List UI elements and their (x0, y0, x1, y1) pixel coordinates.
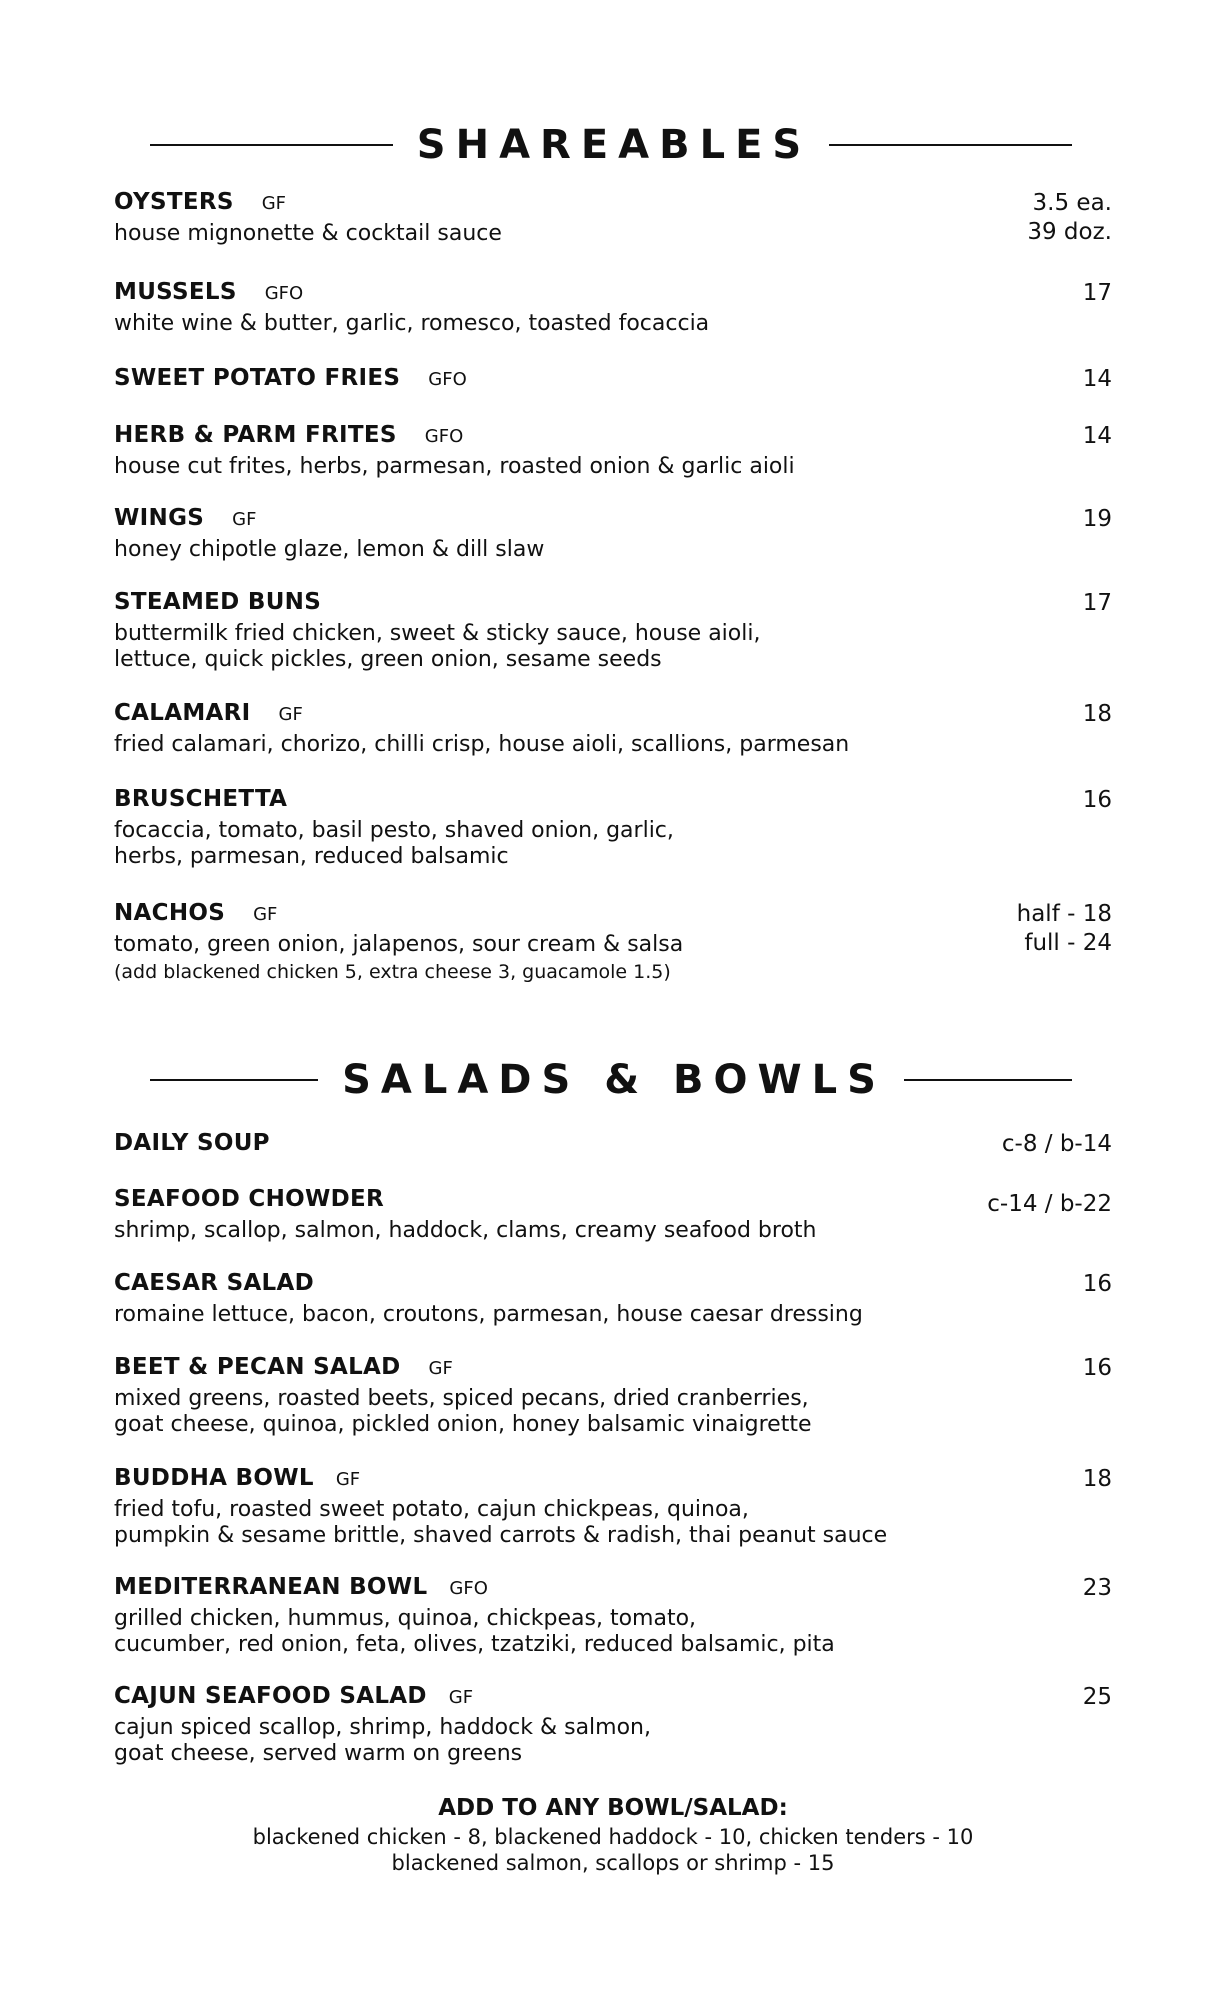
diet-tag: GF (253, 904, 278, 925)
menu-item-steamed-buns (114, 589, 1112, 673)
item-name: BEET & PECAN SALAD (114, 1354, 401, 1380)
item-name: SWEET POTATO FRIES (114, 365, 401, 391)
item-price: 18 (1082, 701, 1112, 727)
item-description: tomato, green onion, jalapenos, sour cream & salsa (114, 932, 684, 957)
item-name: STEAMED BUNS (114, 589, 322, 615)
item-description: house cut frites, herbs, parmesan, roasted onion & garlic aioli (114, 454, 795, 479)
section-title: SHAREABLES (416, 122, 812, 168)
item-description: honey chipotle glaze, lemon & dill slaw (114, 537, 545, 562)
menu-item-nachos (114, 900, 1112, 986)
diet-tag: GFO (428, 369, 467, 390)
item-name: SEAFOOD CHOWDER (114, 1186, 385, 1212)
item-price: 3.5 ea. 39 doz. (1027, 190, 1112, 245)
addon-line: blackened salmon, scallops or shrimp - 15 (391, 1851, 835, 1875)
item-description: house mignonette & cocktail sauce (114, 221, 502, 246)
item-price: 17 (1082, 590, 1112, 616)
item-price: 25 (1082, 1684, 1112, 1710)
item-price: 23 (1082, 1575, 1112, 1601)
addon-heading: ADD TO ANY BOWL/SALAD: (438, 1795, 788, 1821)
menu-item-herb-parm-frites (114, 422, 1112, 480)
diet-tag: GF (335, 1469, 361, 1490)
item-name: CAESAR SALAD (114, 1270, 314, 1296)
diet-tag: GF (232, 509, 257, 530)
item-description: focaccia, tomato, basil pesto, shaved onion, garlic, herbs, parmesan, reduced balsamic (114, 818, 674, 869)
menu-item-mussels (114, 279, 1112, 337)
menu-item-oysters (114, 189, 1112, 247)
item-description: grilled chicken, hummus, quinoa, chickpeas, tomato, cucumber, red onion, feta, olives, tzatziki, reduced balsamic, pita (114, 1606, 835, 1657)
item-price: 18 (1082, 1466, 1112, 1492)
salads-header (150, 1050, 1072, 1110)
diet-tag: GFO (264, 283, 304, 304)
item-description: mixed greens, roasted beets, spiced pecans, dried cranberries, goat cheese, quinoa, pickled onion, honey balsamic vinaigrette (114, 1386, 812, 1437)
item-description: buttermilk fried chicken, sweet & sticky sauce, house aioli, lettuce, quick pickles, green onion, sesame seeds (114, 621, 761, 672)
menu-item-bruschetta (114, 786, 1112, 870)
item-price: 14 (1082, 423, 1112, 449)
menu-item-seafood-chowder (114, 1186, 1112, 1244)
item-name: BRUSCHETTA (114, 786, 288, 812)
item-description: cajun spiced scallop, shrimp, haddock & salmon, goat cheese, served warm on greens (114, 1715, 651, 1766)
item-name: OYSTERS (114, 189, 234, 215)
item-name: MEDITERRANEAN BOWL (114, 1574, 428, 1600)
menu-item-cajun-seafood-salad (114, 1683, 1112, 1767)
menu-item-mediterranean-bowl (114, 1574, 1112, 1658)
header-rule-right (904, 1079, 1072, 1081)
item-price: c-14 / b-22 (987, 1191, 1112, 1217)
diet-tag: GF (448, 1687, 474, 1708)
menu-item-caesar-salad (114, 1270, 1112, 1328)
add-to-bowl-section (114, 1792, 1112, 1876)
item-name: NACHOS (114, 900, 226, 926)
diet-tag: GF (428, 1358, 453, 1379)
item-price: 19 (1082, 506, 1112, 532)
diet-tag: GFO (449, 1578, 488, 1599)
shareables-header (150, 115, 1072, 175)
item-price: 16 (1082, 1355, 1112, 1381)
header-rule-left (150, 1079, 318, 1081)
menu-item-wings (114, 505, 1112, 563)
item-note: (add blackened chicken 5, extra cheese 3, guacamole 1.5) (114, 961, 671, 983)
item-name: CALAMARI (114, 700, 251, 726)
item-name: WINGS (114, 505, 205, 531)
item-name: MUSSELS (114, 279, 237, 305)
item-description: romaine lettuce, bacon, croutons, parmesan, house caesar dressing (114, 1302, 863, 1327)
diet-tag: GF (261, 193, 287, 214)
item-name: DAILY SOUP (114, 1130, 270, 1156)
diet-tag: GFO (424, 426, 464, 447)
item-price: 16 (1082, 787, 1112, 813)
item-price: half - 18 full - 24 (1016, 901, 1112, 956)
item-name: HERB & PARM FRITES (114, 422, 397, 448)
menu-item-calamari (114, 700, 1112, 758)
item-price: 16 (1082, 1271, 1112, 1297)
menu-item-buddha-bowl (114, 1465, 1112, 1549)
item-price: c-8 / b-14 (1001, 1131, 1112, 1157)
item-description: fried tofu, roasted sweet potato, cajun chickpeas, quinoa, pumpkin & sesame brittle, shaved carrots & radish, thai peanut sauce (114, 1497, 888, 1548)
item-price: 14 (1082, 366, 1112, 392)
item-name: BUDDHA BOWL (114, 1465, 314, 1491)
item-price: 17 (1082, 280, 1112, 306)
item-name: CAJUN SEAFOOD SALAD (114, 1683, 427, 1709)
header-rule-right (829, 144, 1072, 146)
diet-tag: GF (278, 704, 303, 725)
menu-item-sweet-potato-fries (114, 365, 1112, 397)
menu-item-daily-soup (114, 1130, 1112, 1162)
menu-item-beet-pecan-salad (114, 1354, 1112, 1438)
item-description: shrimp, scallop, salmon, haddock, clams, creamy seafood broth (114, 1218, 817, 1243)
addon-line: blackened chicken - 8, blackened haddock - 10, chicken tenders - 10 (252, 1825, 974, 1849)
item-description: fried calamari, chorizo, chilli crisp, house aioli, scallions, parmesan (114, 732, 850, 757)
section-title: SALADS & BOWLS (342, 1057, 886, 1103)
header-rule-left (150, 144, 393, 146)
item-description: white wine & butter, garlic, romesco, toasted focaccia (114, 311, 710, 336)
